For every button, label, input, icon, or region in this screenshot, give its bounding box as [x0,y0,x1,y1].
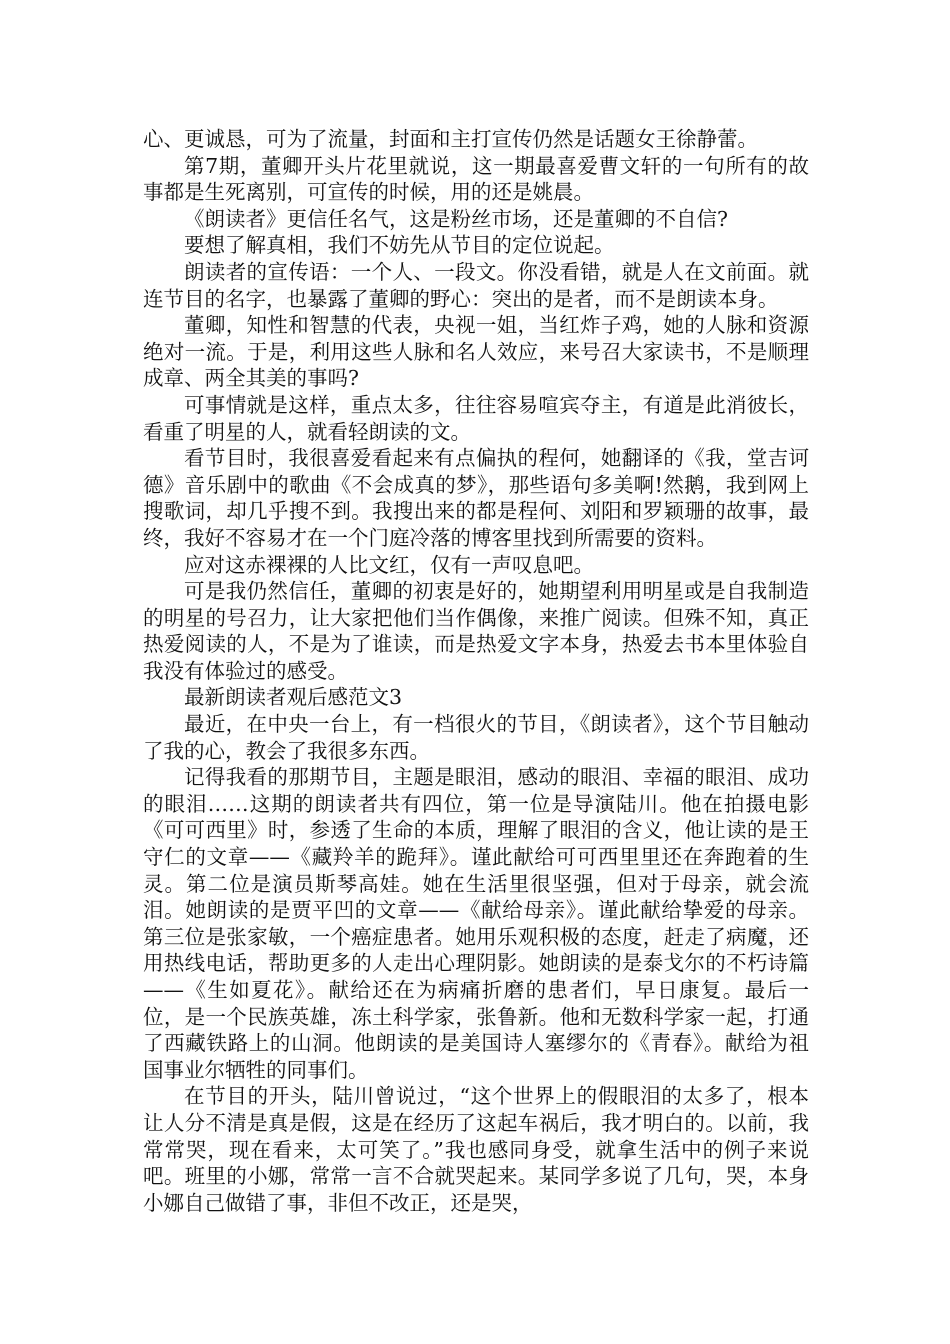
paragraph-4: 要想了解真相，我们不妨先从节目的定位说起。 [184,233,615,258]
paragraph-8: 看节目时，我很喜爱看起来有点偏执的程何，她翻译的《我，堂吉诃德》音乐剧中的歌曲《不会成真的梦》，那些语句多美啊!然鹅，我到网上搜歌词，却几乎搜不到。我搜出来的都是程何、刘阳和罗颖珊的故事，最终，我好不容易才在一个门庭冷落的博客里找到所需要的资料。 [143,446,809,550]
paragraph-12: 最近，在中央一台上，有一档很火的节目，《朗读者》，这个节目触动了我的心，教会了我很多东西。 [143,712,809,763]
paragraph-10: 可是我仍然信任，董卿的初衷是好的，她期望利用明星或是自我制造的明星的号召力，让大家把他们当作偶像，来推广阅读。但殊不知，真正热爱阅读的人，不是为了谁读，而是热爱文字本身，热爱去书本里体验自我没有体验过的感受。 [143,579,809,683]
paragraph-1: 心、更诚恳，可为了流量，封面和主打宣传仍然是话题女王徐静蕾。 [143,127,758,151]
paragraph-13: 记得我看的那期节目，主题是眼泪，感动的眼泪、幸福的眼泪、成功的眼泪……这期的朗读者共有四位，第一位是导演陆川。他在拍摄电影《可可西里》时，参透了生命的本质，理解了眼泪的含义，他让读的是王守仁的文章——《藏羚羊的跪拜》。谨此献给可可西里里还在奔跑着的生灵。第二位是演员斯琴高娃。她在生活里很坚强，但对于母亲，就会流泪。她朗读的是贾平凹的文章——《献给母亲》。谨此献给挚爱的母亲。第三位是张家敏，一个癌症患者。她用乐观积极的态度，赶走了病魔，还用热线电话，帮助更多的人走出心理阴影。她朗读的是泰戈尔的不朽诗篇——《生如夏花》。献给还在为病痛折磨的患者们，早日康复。最后一位，是一个民族英雄，冻土科学家，张鲁新。他和无数科学家一起，打通了西藏铁路上的山洞。他朗读的是美国诗人塞缪尔的《青春》。献给为祖国事业尔牺牲的同事们。 [143,765,809,1082]
section-heading: 最新朗读者观后感范文3 [184,685,403,710]
paragraph-2: 第7期，董卿开头片花里就说，这一期最喜爱曹文轩的一句所有的故事都是生死离别，可宣传的时候，用的还是姚晨。 [143,153,809,205]
paragraph-9: 应对这赤裸裸的人比文红，仅有一声叹息吧。 [184,552,594,577]
paragraph-5: 朗读者的宣传语：一个人、一段文。你没看错，就是人在文前面。就连节目的名字，也暴露了董卿的野心：突出的是者，而不是朗读本身。 [143,259,809,311]
document-body [143,126,809,1216]
paragraph-14: 在节目的开头，陆川曾说过，“这个世界上的假眼泪的太多了，根本让人分不清是真是假，这是在经历了这起车祸后，我才明白的。以前，我常常哭，现在看来，太可笑了。”我也感同身受，就拿生活中的例子来说吧。班里的小娜，常常一言不合就哭起来。某同学多说了几句，哭，本身小娜自己做错了事，非但不改正，还是哭， [143,1084,809,1215]
paragraph-6: 董卿，知性和智慧的代表，央视一姐，当红炸子鸡，她的人脉和资源绝对一流。于是，利用这些人脉和名人效应，来号召大家读书，不是顺理成章、两全其美的事吗? [143,313,809,391]
paragraph-7: 可事情就是这样，重点太多，往往容易喧宾夺主，有道是此消彼长，看重了明星的人，就看轻朗读的文。 [143,392,809,444]
paragraph-3: 《朗读者》更信任名气，这是粉丝市场，还是董卿的不自信? [184,206,728,231]
